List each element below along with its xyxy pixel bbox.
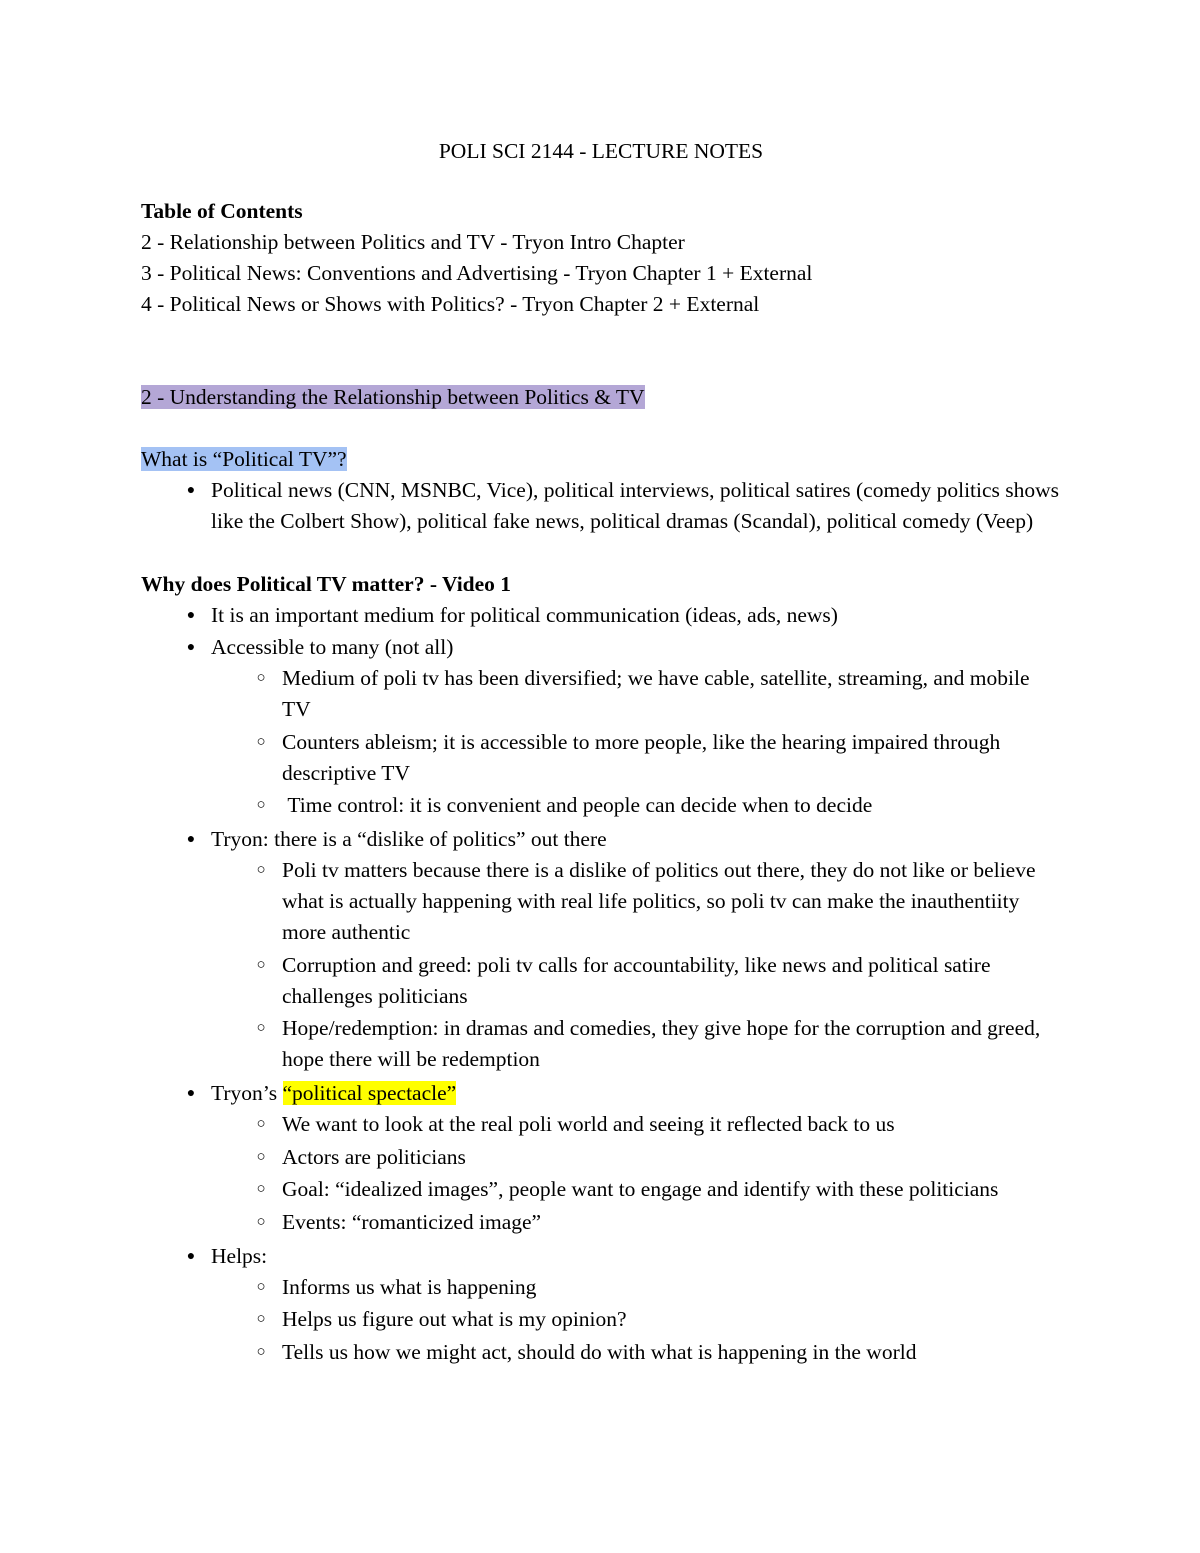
list-item [186,824,1061,1078]
sub-list-item-text: Counters ableism; it is accessible to more people, like the hearing impaired through descriptive TV [282,729,1001,785]
sub-list-item [256,1013,1061,1077]
section-heading-text: 2 - Understanding the Relationship between Politics & TV [141,385,645,409]
sub-list-item [256,1142,1061,1175]
sub-list-item-text: Helps us figure out what is my opinion? [282,1307,627,1331]
circle-bullet-icon: ○ [256,670,266,686]
list-item-text: Political news (CNN, MSNBC, Vice), political interviews, political satires (comedy politics shows like the Colbert Show), political fake news, political dramas (Scandal), political comedy (Veep) [211,478,1060,533]
circle-bullet-icon: ○ [256,1181,266,1197]
bullet-icon: ● [186,832,196,847]
sub-list-item-text: Hope/redemption: in dramas and comedies, they give hope for the corruption and greed, hope there will be redemption [282,1016,1041,1071]
sub-list-item-text: Goal: “idealized images”, people want to engage and identify with these politicians [282,1177,999,1201]
list-item [186,1241,1061,1371]
sub-list-item-text: Medium of poli tv has been diversified; we have cable, satellite, streaming, and mobile TV [282,666,1030,721]
toc-item-4: 4 - Political News or Shows with Politics? - Tryon Chapter 2 + External [141,292,760,316]
sub-list-item [256,663,1061,727]
list-item-text: Helps: [211,1243,268,1268]
list-item-text: It is an important medium for political communication (ideas, ads, news) [211,602,838,627]
sub-list-item [256,1174,1061,1207]
sub-list [211,855,1061,1077]
bullet-icon: ● [186,1086,196,1101]
bullet-icon: ● [186,607,196,623]
list-item-text: Tryon’s [211,1081,283,1105]
why-heading: Why does Political TV matter? - Video 1 [141,571,512,596]
sub-list-item [256,855,1061,950]
sub-list-item-text: Tells us how we might act, should do with what is happening in the world [282,1339,917,1364]
what-heading-text: What is “Political TV”? [141,447,347,471]
list-item-text: Tryon: there is a “dislike of politics” out there [211,827,607,851]
sub-list-item [256,1272,1061,1305]
document-page [141,136,1061,1371]
circle-bullet-icon: ○ [256,1213,266,1230]
sub-list [211,663,1061,823]
bullet-icon: ● [186,1248,196,1264]
sub-list-item [256,950,1061,1014]
sub-list-item [256,1304,1061,1337]
circle-bullet-icon: ○ [256,733,266,750]
bullet-icon: ● [186,640,196,655]
sub-list [211,1272,1061,1370]
sub-list-item-text: We want to look at the real poli world and seeing it reflected back to us [282,1112,895,1136]
what-heading [141,444,1061,475]
sub-list-item-text: Corruption and greed: poli tv calls for accountability, like news and political satire challenges politicians [282,952,991,1008]
circle-bullet-icon: ○ [256,1343,266,1360]
sub-list-item [256,790,1061,823]
sub-list-item [256,727,1061,791]
circle-bullet-icon: ○ [256,862,266,878]
why-list [141,600,1061,1371]
sub-list-item-text: Poli tv matters because there is a dislike of politics out there, they do not like or believe what is actually happening with real life politics, so poli tv can make the inauthentiity more authentic [282,858,1036,944]
circle-bullet-icon: ○ [256,797,266,813]
sub-list-item-text: Events: “romanticized image” [282,1209,542,1234]
sub-list-item-text: Informs us what is happening [282,1274,537,1299]
sub-list-item-text: Time control: it is convenient and people can decide when to decide [282,793,873,817]
circle-bullet-icon: ○ [256,956,266,973]
circle-bullet-icon: ○ [256,1311,266,1327]
document-title: POLI SCI 2144 - LECTURE NOTES [438,139,764,163]
list-item [186,475,1061,539]
circle-bullet-icon: ○ [256,1148,266,1165]
political-spectacle-highlight: “political spectacle” [282,1081,457,1105]
list-item [186,600,1061,633]
toc-item-2: 2 - Relationship between Politics and TV - Tryon Intro Chapter [141,230,685,254]
sub-list-item [256,1207,1061,1240]
toc-item-3: 3 - Political News: Conventions and Advertising - Tryon Chapter 1 + External [141,261,813,285]
sub-list-item [256,1337,1061,1370]
bullet-icon: ● [186,483,196,498]
circle-bullet-icon: ○ [256,1278,266,1295]
circle-bullet-icon: ○ [256,1020,266,1036]
sub-list [211,1109,1061,1239]
what-list [141,475,1061,539]
sub-list-item [256,1109,1061,1142]
list-item-text: Accessible to many (not all) [211,635,454,659]
section-heading [141,382,1061,413]
toc-heading: Table of Contents [141,199,303,223]
circle-bullet-icon: ○ [256,1116,266,1132]
sub-list-item-text: Actors are politicians [282,1144,466,1169]
list-item [186,632,1061,824]
list-item [186,1078,1061,1241]
